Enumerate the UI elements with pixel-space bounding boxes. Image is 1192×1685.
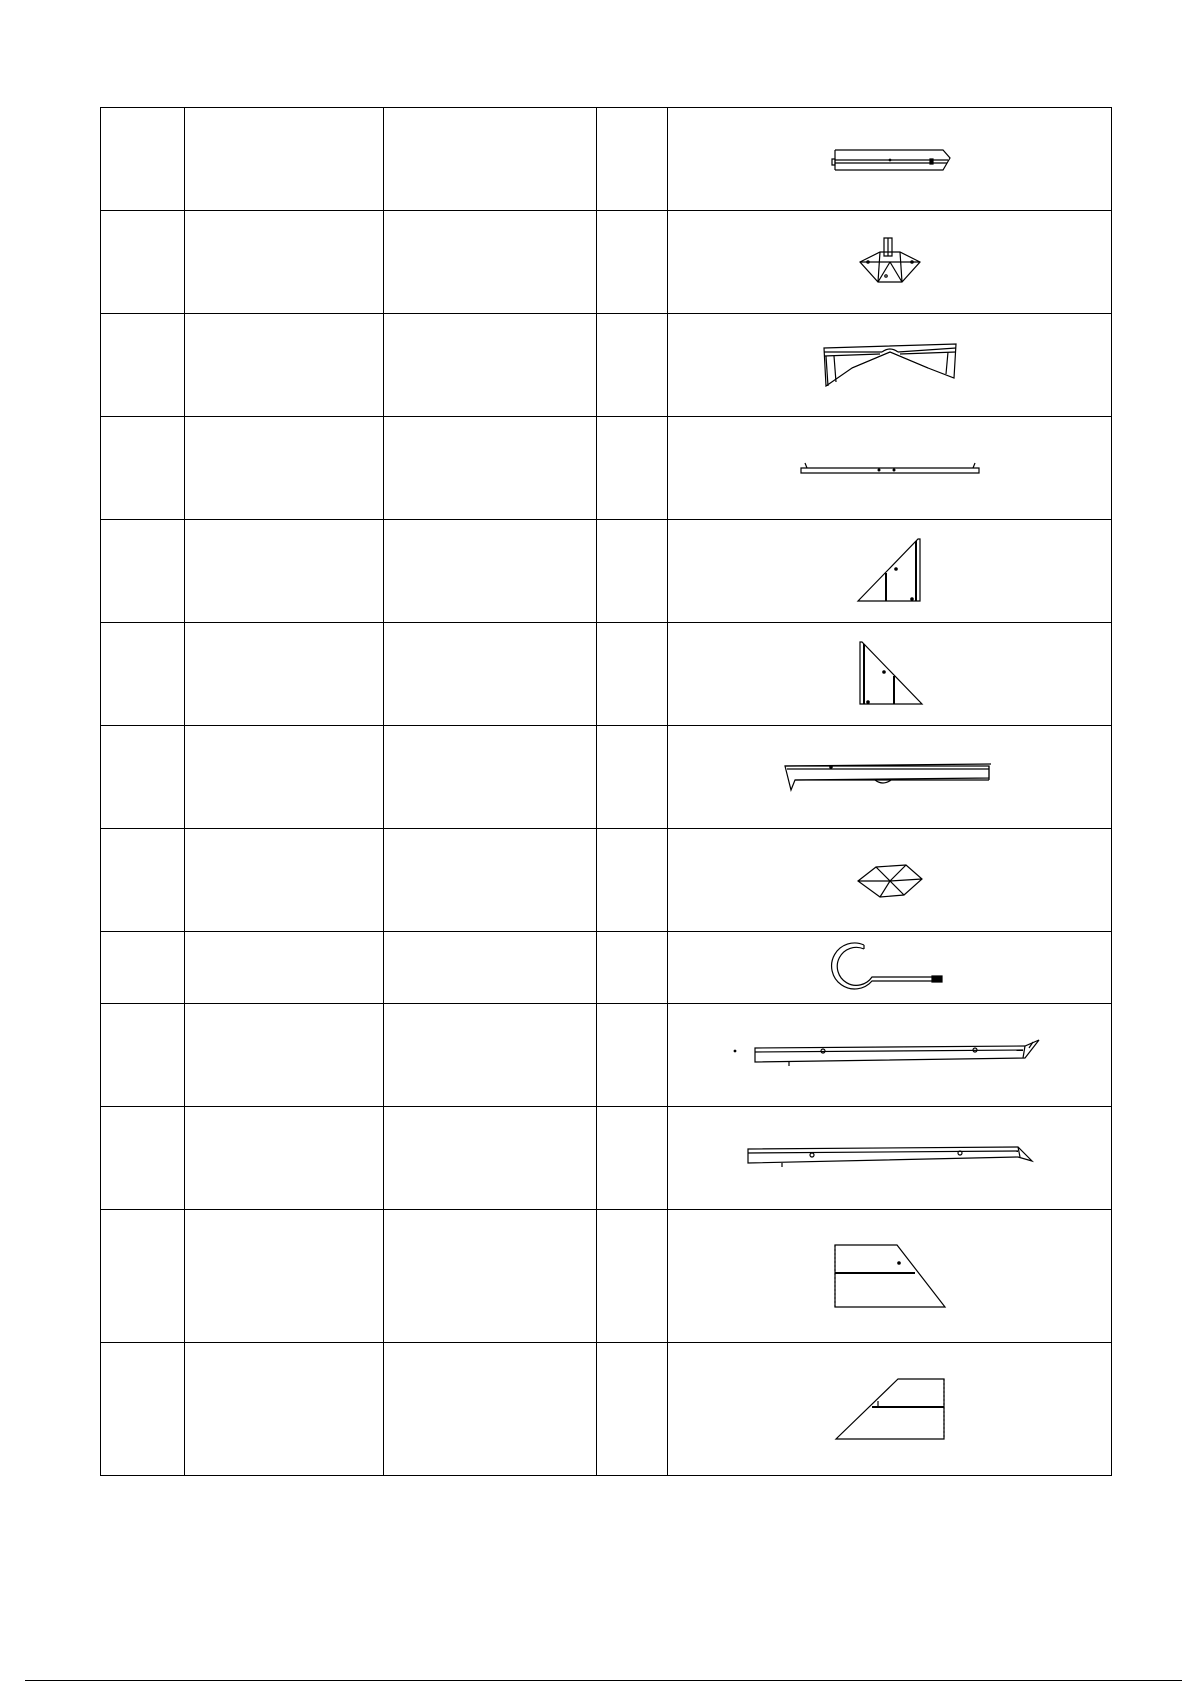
- part-code-cell: [185, 932, 384, 1004]
- part-code-cell: [185, 314, 384, 417]
- part-number-cell: [101, 1107, 185, 1210]
- part-number-cell: [101, 932, 185, 1004]
- part-qty-cell: [597, 520, 668, 623]
- part-code-cell: [185, 1210, 384, 1343]
- part-image-cell: [668, 520, 1112, 623]
- part-description-cell: [384, 623, 597, 726]
- page-bottom-rule: [25, 1680, 1182, 1681]
- part-image-cell: [668, 1107, 1112, 1210]
- table-row: [101, 211, 1112, 314]
- parts-table: [100, 107, 1112, 1476]
- part-image-cell: [668, 932, 1112, 1004]
- part-qty-cell: [597, 1210, 668, 1343]
- part-code-cell: [185, 417, 384, 520]
- part-number-cell: [101, 211, 185, 314]
- part-description-cell: [384, 108, 597, 211]
- part-number-cell: [101, 726, 185, 829]
- part-qty-cell: [597, 1343, 668, 1476]
- part-qty-cell: [597, 829, 668, 932]
- part-qty-cell: [597, 726, 668, 829]
- part-qty-cell: [597, 108, 668, 211]
- part-description-cell: [384, 932, 597, 1004]
- part-qty-cell: [597, 623, 668, 726]
- part-description-cell: [384, 726, 597, 829]
- part-description-cell: [384, 1107, 597, 1210]
- part-image-cell: [668, 417, 1112, 520]
- table-row: [101, 1210, 1112, 1343]
- table-row: [101, 520, 1112, 623]
- gable-roof-panel-icon: [822, 342, 958, 388]
- table-row: [101, 1343, 1112, 1476]
- part-number-cell: [101, 1343, 185, 1476]
- part-image-cell: [668, 726, 1112, 829]
- part-image-cell: [668, 623, 1112, 726]
- part-number-cell: [101, 1004, 185, 1107]
- part-code-cell: [185, 108, 384, 211]
- part-number-cell: [101, 314, 185, 417]
- part-code-cell: [185, 1107, 384, 1210]
- table-row: [101, 1004, 1112, 1107]
- part-number-cell: [101, 1210, 185, 1343]
- triangle-gusset-right-icon: [856, 640, 924, 708]
- table-row: [101, 1107, 1112, 1210]
- part-qty-cell: [597, 417, 668, 520]
- part-image-cell: [668, 1004, 1112, 1107]
- table-row: [101, 108, 1112, 211]
- part-description-cell: [384, 1343, 597, 1476]
- part-code-cell: [185, 211, 384, 314]
- table-row: [101, 932, 1112, 1004]
- part-code-cell: [185, 520, 384, 623]
- hook-bolt-icon: [834, 943, 946, 993]
- table-row: [101, 417, 1112, 520]
- part-code-cell: [185, 1343, 384, 1476]
- part-image-cell: [668, 1343, 1112, 1476]
- part-code-cell: [185, 726, 384, 829]
- corner-post-base-bracket-icon: [856, 236, 924, 288]
- part-qty-cell: [597, 314, 668, 417]
- part-description-cell: [384, 520, 597, 623]
- part-image-cell: [668, 314, 1112, 417]
- part-code-cell: [185, 829, 384, 932]
- part-description-cell: [384, 314, 597, 417]
- ridge-beam-icon: [783, 762, 997, 792]
- part-qty-cell: [597, 211, 668, 314]
- part-image-cell: [668, 108, 1112, 211]
- part-number-cell: [101, 829, 185, 932]
- part-number-cell: [101, 520, 185, 623]
- part-number-cell: [101, 623, 185, 726]
- part-number-cell: [101, 108, 185, 211]
- part-description-cell: [384, 1004, 597, 1107]
- angled-side-rail-right-icon: [746, 1143, 1034, 1173]
- part-code-cell: [185, 623, 384, 726]
- part-number-cell: [101, 417, 185, 520]
- part-code-cell: [185, 1004, 384, 1107]
- part-description-cell: [384, 211, 597, 314]
- trapezoid-panel-right-slope-icon: [833, 1243, 947, 1309]
- part-image-cell: [668, 829, 1112, 932]
- table-row: [101, 726, 1112, 829]
- part-description-cell: [384, 417, 597, 520]
- thin-cross-bar-icon: [799, 459, 981, 477]
- part-qty-cell: [597, 932, 668, 1004]
- part-description-cell: [384, 1210, 597, 1343]
- part-image-cell: [668, 211, 1112, 314]
- triangle-gusset-left-icon: [856, 537, 924, 605]
- part-qty-cell: [597, 1004, 668, 1107]
- long-rail-bar-icon: [830, 144, 950, 174]
- table-row: [101, 829, 1112, 932]
- trapezoid-panel-left-slope-icon: [834, 1377, 946, 1441]
- part-description-cell: [384, 829, 597, 932]
- table-row: [101, 314, 1112, 417]
- corner-cap-bracket-icon: [856, 861, 924, 899]
- table-row: [101, 623, 1112, 726]
- part-qty-cell: [597, 1107, 668, 1210]
- angled-side-rail-left-icon: [733, 1038, 1047, 1072]
- part-image-cell: [668, 1210, 1112, 1343]
